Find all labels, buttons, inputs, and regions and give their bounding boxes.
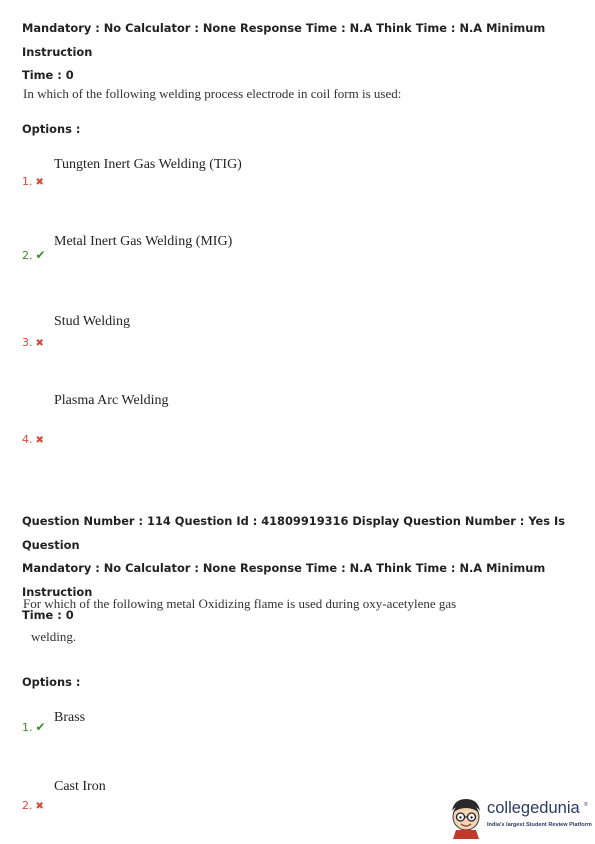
cross-icon: ✖ (35, 435, 44, 446)
option-text: Metal Inert Gas Welding (MIG) (54, 234, 233, 249)
brand-tagline: India's largest Student Review Platform (487, 822, 592, 828)
brand-name: collegedunia (487, 799, 580, 817)
mascot-icon (446, 795, 486, 839)
cross-icon: ✖ (35, 801, 44, 812)
question-113-meta (22, 17, 582, 88)
collegedunia-logo (446, 795, 594, 839)
options-label: Options : (22, 122, 81, 136)
option-text: Plasma Arc Welding (54, 393, 169, 408)
option-number: 2. ✖ (22, 799, 44, 812)
cross-icon: ✖ (35, 177, 44, 188)
option-number: 3. ✖ (22, 336, 44, 349)
option-number: 1. ✖ (22, 175, 44, 188)
meta-line: Time : 0 (22, 68, 74, 82)
option-text: Stud Welding (54, 314, 131, 329)
question-113-text: In which of the following welding process electrode in coil form is used: (23, 86, 402, 101)
cross-icon: ✖ (35, 338, 44, 349)
option-text: Tungten Inert Gas Welding (TIG) (54, 157, 242, 172)
option-number: 1. ✔ (22, 720, 46, 734)
check-icon: ✔ (35, 248, 46, 262)
option-number: 4. ✖ (22, 433, 44, 446)
meta-line: Time : 0 (22, 608, 74, 622)
meta-line: Question Number : 114 Question Id : 41809919316 Display Question Number : Yes Is Question (22, 514, 566, 552)
option-number: 2. ✔ (22, 248, 46, 262)
check-icon: ✔ (35, 720, 46, 734)
trademark: ® (584, 802, 588, 808)
option-text: Brass (54, 710, 86, 725)
meta-line: Mandatory : No Calculator : None Response Time : N.A Think Time : N.A Minimum Instruction (22, 561, 546, 599)
options-label: Options : (22, 675, 81, 689)
question-114-text-line: For which of the following metal Oxidizing flame is used during oxy-acetylene gas (23, 596, 457, 611)
meta-line: Mandatory : No Calculator : None Response Time : N.A Think Time : N.A Minimum Instruction (22, 21, 546, 59)
question-114-text-line: welding. (31, 629, 77, 644)
option-text: Cast Iron (54, 779, 106, 794)
